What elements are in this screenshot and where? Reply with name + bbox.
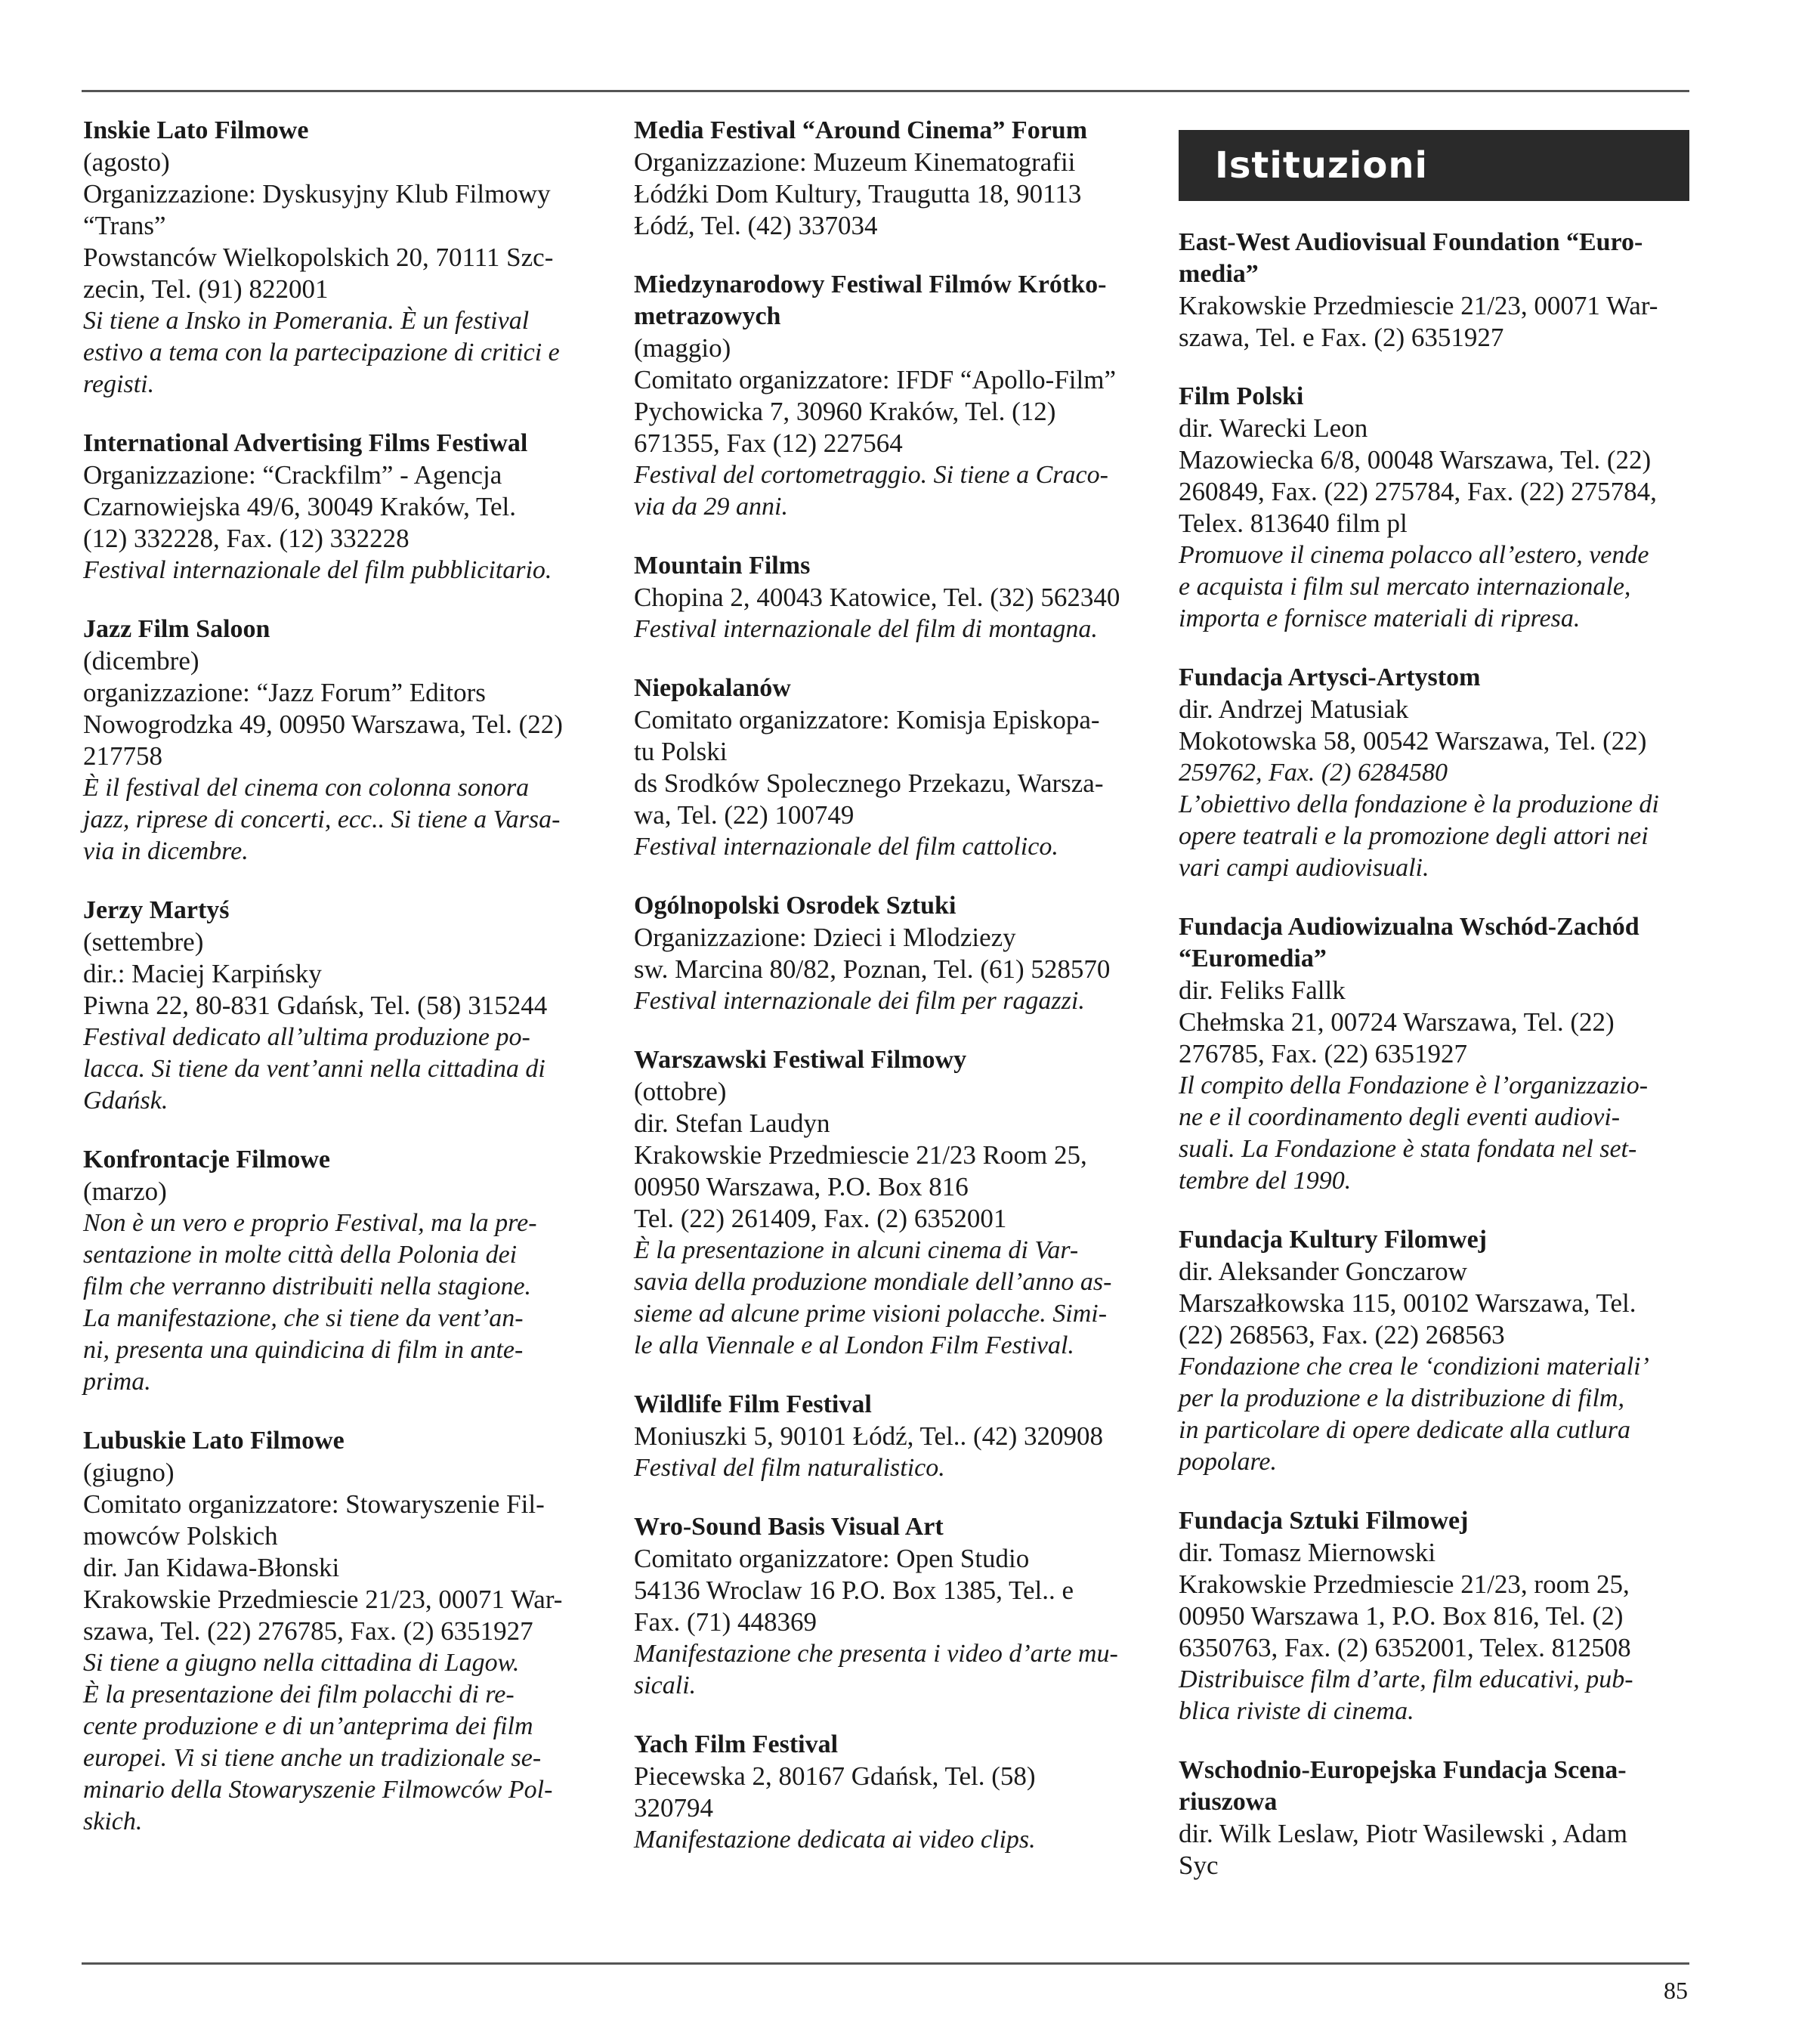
entry-detail: Organizzazione: Muzeum Kinematografii [634, 147, 1076, 177]
entry-note: sicali. [634, 1671, 697, 1699]
entry-detail: wa, Tel. (22) 100749 [634, 800, 855, 830]
entry-detail: szawa, Tel. (22) 276785, Fax. (2) 6351927 [83, 1616, 533, 1646]
entry-note: Promuove il cinema polacco all’estero, vende [1179, 541, 1649, 569]
entry-detail: dir. Warecki Leon [1179, 413, 1368, 443]
entry-detail: 217758 [83, 741, 162, 771]
entry-detail: mowców Polskich [83, 1521, 278, 1551]
entry-note: ne e il coordinamento degli eventi audiovi- [1179, 1103, 1621, 1131]
entry-note: opere teatrali e la promozione degli attori nei [1179, 822, 1649, 850]
entry-detail: 671355, Fax (12) 227564 [634, 428, 903, 458]
entry-detail: “Trans” [83, 211, 166, 240]
entry-detail: (dicembre) [83, 646, 199, 676]
entry-detail: Organizzazione: Dzieci i Mlodziezy [634, 923, 1016, 952]
entry-note: skich. [83, 1807, 143, 1835]
entry-detail: (ottobre) [634, 1077, 727, 1106]
entry-note: ni, presenta una quindicina di film in ante- [83, 1336, 524, 1364]
entry-note: cente produzione e di un’anteprima dei film [83, 1712, 533, 1740]
entry-title: Jazz Film Saloon [83, 615, 270, 643]
entry-title: Film Polski [1179, 382, 1304, 410]
entry-title: Fundacja Sztuki Filmowej [1179, 1507, 1469, 1535]
entry-detail: Syc [1179, 1851, 1219, 1880]
entry-note: tembre del 1990. [1179, 1167, 1352, 1195]
entry-detail: Comitato organizzatore: IFDF “Apollo-Film” [634, 365, 1116, 394]
entry-detail: szawa, Tel. e Fax. (2) 6351927 [1179, 323, 1504, 352]
entry-title: media” [1179, 260, 1259, 288]
entry-title: Niepokalanów [634, 674, 791, 702]
entry-title: “Euromedia” [1179, 945, 1327, 973]
entry-detail: 276785, Fax. (22) 6351927 [1179, 1039, 1468, 1068]
entry-note: blica riviste di cinema. [1179, 1697, 1414, 1725]
entry-detail: Piecewska 2, 80167 Gdańsk, Tel. (58) [634, 1761, 1036, 1791]
entry-note: film che verranno distribuiti nella stagione. [83, 1272, 532, 1300]
entry-detail: sw. Marcina 80/82, Poznan, Tel. (61) 528570 [634, 954, 1111, 984]
directory-entry [634, 673, 1148, 863]
entry-note: Manifestazione che presenta i video d’arte mu- [634, 1640, 1118, 1668]
entry-note: in particolare di opere dedicate alla cutlura [1179, 1416, 1631, 1444]
directory-entry [634, 1044, 1148, 1362]
entry-detail: dir. Wilk Leslaw, Piotr Wasilewski , Adam [1179, 1819, 1627, 1848]
entry-title: Mountain Films [634, 552, 811, 580]
entry-detail: (settembre) [83, 927, 204, 957]
entry-note: suali. La Fondazione è stata fondata nel set- [1179, 1135, 1637, 1163]
entry-title: Fundacja Audiowizualna Wschód-Zachód [1179, 913, 1639, 941]
entry-title: Fundacja Kultury Filomwej [1179, 1226, 1487, 1254]
entry-note: Festival del cortometraggio. Si tiene a Craco- [634, 461, 1108, 489]
entry-note: le alla Viennale e al London Film Festival. [634, 1331, 1074, 1359]
entry-detail: Piwna 22, 80-831 Gdańsk, Tel. (58) 315244 [83, 991, 548, 1020]
entry-note: Festival dedicato all’ultima produzione po- [83, 1023, 530, 1051]
entry-note: via in dicembre. [83, 837, 249, 865]
entry-note: Festival internazionale del film cattolico. [634, 833, 1058, 861]
entry-title: Konfrontacje Filmowe [83, 1146, 331, 1174]
entry-note: Festival internazionale del film di montagna. [634, 615, 1098, 643]
directory-entry [83, 1425, 597, 1838]
directory-entry [634, 890, 1148, 1017]
entry-title: Ogólnopolski Osrodek Sztuki [634, 892, 956, 920]
entry-note: estivo a tema con la partecipazione di critici e [83, 339, 560, 366]
entry-note: per la produzione e la distribuzione di film, [1179, 1384, 1624, 1412]
entry-note: È il festival del cinema con colonna sonora [83, 774, 530, 802]
entry-detail: 54136 Wroclaw 16 P.O. Box 1385, Tel.. e [634, 1576, 1074, 1605]
directory-entry [634, 550, 1148, 645]
entry-title: Jerzy Martyś [83, 896, 230, 924]
directory-entry [634, 269, 1148, 523]
column-2 [634, 115, 1148, 1883]
entry-title: East-West Audiovisual Foundation “Euro- [1179, 228, 1643, 256]
entry-note: Festival internazionale del film pubblicitario. [83, 556, 552, 584]
entry-title: Wildlife Film Festival [634, 1390, 872, 1418]
entry-note: europei. Vi si tiene anche un tradizionale se- [83, 1744, 542, 1772]
entry-detail: Mokotowska 58, 00542 Warszawa, Tel. (22) [1179, 726, 1647, 756]
entry-note: via da 29 anni. [634, 493, 788, 521]
entry-detail: ds Srodków Spolecznego Przekazu, Warsza- [634, 768, 1104, 798]
entry-detail: organizzazione: “Jazz Forum” Editors [83, 678, 486, 707]
bottom-rule [82, 1962, 1689, 1965]
entry-detail: (12) 332228, Fax. (12) 332228 [83, 524, 409, 553]
entry-detail: zecin, Tel. (91) 822001 [83, 274, 329, 304]
page-number: 85 [1664, 1977, 1688, 2004]
entry-note: È la presentazione dei film polacchi di re- [83, 1681, 515, 1708]
entry-detail: tu Polski [634, 737, 728, 766]
directory-entry [1179, 381, 1689, 635]
directory-entry [634, 115, 1148, 242]
entry-title: Media Festival “Around Cinema” Forum [634, 116, 1088, 144]
entry-title: riuszowa [1179, 1788, 1278, 1816]
entry-note: lacca. Si tiene da vent’anni nella cittadina di [83, 1055, 545, 1083]
directory-entry [1179, 662, 1689, 884]
directory-entry [83, 115, 597, 400]
entry-detail: (marzo) [83, 1177, 167, 1206]
directory-entry [1179, 227, 1689, 354]
entry-detail: Marszałkowska 115, 00102 Warszawa, Tel. [1179, 1288, 1636, 1318]
directory-entry [1179, 911, 1689, 1197]
directory-entry [634, 1729, 1148, 1856]
entry-note: Fondazione che crea le ‘condizioni materiali’ [1179, 1353, 1649, 1381]
column-3 [1179, 115, 1689, 1909]
entry-detail: Organizzazione: “Crackfilm” - Agencja [83, 460, 502, 490]
entry-detail: 260849, Fax. (22) 275784, Fax. (22) 275784, [1179, 477, 1657, 506]
section-banner-istituzioni: Istituzioni [1179, 130, 1689, 201]
entry-title: Wschodnio-Europejska Fundacja Scena- [1179, 1756, 1627, 1784]
entry-title: Yach Film Festival [634, 1730, 839, 1758]
entry-detail: Telex. 813640 film pl [1179, 509, 1408, 538]
entry-detail: Krakowskie Przedmiescie 21/23 Room 25, [634, 1140, 1087, 1170]
entry-detail: dir. Stefan Laudyn [634, 1109, 830, 1138]
entry-detail: dir. Tomasz Miernowski [1179, 1538, 1436, 1567]
entry-note: prima. [83, 1368, 151, 1396]
entry-detail: 320794 [634, 1793, 713, 1823]
entry-detail: Chopina 2, 40043 Katowice, Tel. (32) 562340 [634, 583, 1120, 612]
directory-entry [634, 1511, 1148, 1702]
entry-detail: Comitato organizzatore: Komisja Episkopa- [634, 705, 1100, 734]
entry-note: Si tiene a giugno nella cittadina di Lagow. [83, 1649, 520, 1677]
entry-note: Distribuisce film d’arte, film educativi, pub- [1179, 1665, 1633, 1693]
entry-detail: dir.: Maciej Karpińsky [83, 959, 322, 988]
entry-title: Wro-Sound Basis Visual Art [634, 1513, 944, 1541]
entry-detail: dir. Aleksander Gonczarow [1179, 1257, 1467, 1286]
directory-entry [1179, 1755, 1689, 1882]
entry-detail: dir. Feliks Fallk [1179, 976, 1346, 1005]
entry-note: Gdańsk. [83, 1087, 168, 1115]
entry-detail: Krakowskie Przedmiescie 21/23, 00071 War- [1179, 291, 1658, 320]
entry-detail: Nowogrodzka 49, 00950 Warszawa, Tel. (22) [83, 710, 563, 739]
entry-note: jazz, riprese di concerti, ecc.. Si tiene a Varsa- [83, 806, 561, 833]
entry-detail: 00950 Warszawa, P.O. Box 816 [634, 1172, 969, 1201]
entry-detail: dir. Jan Kidawa-Błonski [83, 1553, 340, 1582]
entry-detail: dir. Andrzej Matusiak [1179, 694, 1409, 724]
entry-detail: Tel. (22) 261409, Fax. (2) 6352001 [634, 1204, 1007, 1233]
entry-note: Il compito della Fondazione è l’organizzazio- [1179, 1071, 1649, 1099]
entry-detail: 6350763, Fax. (2) 6352001, Telex. 812508 [1179, 1633, 1631, 1662]
top-rule [82, 90, 1689, 92]
entry-note: Festival internazionale dei film per ragazzi. [634, 987, 1085, 1015]
entry-note: minario della Stowaryszenie Filmowców Pol- [83, 1776, 553, 1804]
entry-detail: Chełmska 21, 00724 Warszawa, Tel. (22) [1179, 1007, 1615, 1037]
entry-detail: Czarnowiejska 49/6, 30049 Kraków, Tel. [83, 492, 516, 521]
entry-detail: (agosto) [83, 147, 170, 177]
entry-note: popolare. [1179, 1448, 1278, 1476]
entry-note: Festival del film naturalistico. [634, 1454, 945, 1482]
entry-detail: Łódź, Tel. (42) 337034 [634, 211, 878, 240]
directory-entry [83, 428, 597, 586]
entry-detail: Organizzazione: Dyskusyjny Klub Filmowy [83, 179, 551, 209]
directory-entry [634, 1389, 1148, 1484]
entry-detail: Łódźki Dom Kultury, Traugutta 18, 90113 [634, 179, 1082, 209]
directory-entry [1179, 1224, 1689, 1478]
directory-entry [83, 895, 597, 1117]
entry-note: L’obiettivo della fondazione è la produzione di [1179, 790, 1659, 818]
entry-note: Non è un vero e proprio Festival, ma la pre- [83, 1209, 537, 1237]
entry-title: Miedzynarodowy Festiwal Filmów Krótko- [634, 271, 1107, 298]
entry-note: La manifestazione, che si tiene da vent’an- [83, 1304, 524, 1332]
entry-title: Inskie Lato Filmowe [83, 116, 309, 144]
column-1 [83, 115, 597, 1865]
entry-detail: Moniuszki 5, 90101 Łódź, Tel.. (42) 320908 [634, 1421, 1104, 1451]
entry-detail: (22) 268563, Fax. (22) 268563 [1179, 1320, 1505, 1350]
entry-detail: Mazowiecka 6/8, 00048 Warszawa, Tel. (22) [1179, 445, 1652, 475]
entry-detail: Powstanców Wielkopolskich 20, 70111 Szc- [83, 243, 554, 272]
entry-detail: Comitato organizzatore: Stowaryszenie Fil- [83, 1489, 545, 1519]
entry-note: savia della produzione mondiale dell’anno as- [634, 1268, 1112, 1296]
entry-note: importa e fornisce materiali di ripresa. [1179, 605, 1581, 632]
entry-note: sieme ad alcune prime visioni polacche. Simi- [634, 1300, 1108, 1328]
entry-detail: 00950 Warszawa 1, P.O. Box 816, Tel. (2) [1179, 1601, 1624, 1631]
entry-title: International Advertising Films Festiwal [83, 429, 528, 457]
entry-title: metrazowych [634, 302, 781, 330]
entry-detail: Krakowskie Przedmiescie 21/23, room 25, [1179, 1569, 1630, 1599]
entry-detail: Comitato organizzatore: Open Studio [634, 1544, 1030, 1573]
entry-note: Si tiene a Insko in Pomerania. È un festival [83, 307, 530, 335]
entry-title: Warszawski Festiwal Filmowy [634, 1046, 967, 1074]
directory-entry [83, 614, 597, 867]
entry-detail: (maggio) [634, 333, 731, 363]
entry-note: vari campi audiovisuali. [1179, 854, 1429, 882]
entry-note: 259762, Fax. (2) 6284580 [1179, 759, 1448, 787]
directory-entry [83, 1144, 597, 1398]
entry-note: Manifestazione dedicata ai video clips. [634, 1826, 1036, 1854]
entry-note: e acquista i film sul mercato internazionale, [1179, 573, 1631, 601]
entry-title: Lubuskie Lato Filmowe [83, 1427, 345, 1455]
entry-detail: (giugno) [83, 1458, 175, 1487]
entry-note: registi. [83, 370, 155, 398]
entry-detail: Krakowskie Przedmiescie 21/23, 00071 War- [83, 1585, 563, 1614]
entry-detail: Fax. (71) 448369 [634, 1607, 817, 1637]
entry-note: È la presentazione in alcuni cinema di Var- [634, 1236, 1079, 1264]
entry-detail: Pychowicka 7, 30960 Kraków, Tel. (12) [634, 397, 1056, 426]
entry-title: Fundacja Artysci-Artystom [1179, 663, 1481, 691]
directory-entry [1179, 1505, 1689, 1727]
entry-note: sentazione in molte città della Polonia dei [83, 1241, 518, 1269]
